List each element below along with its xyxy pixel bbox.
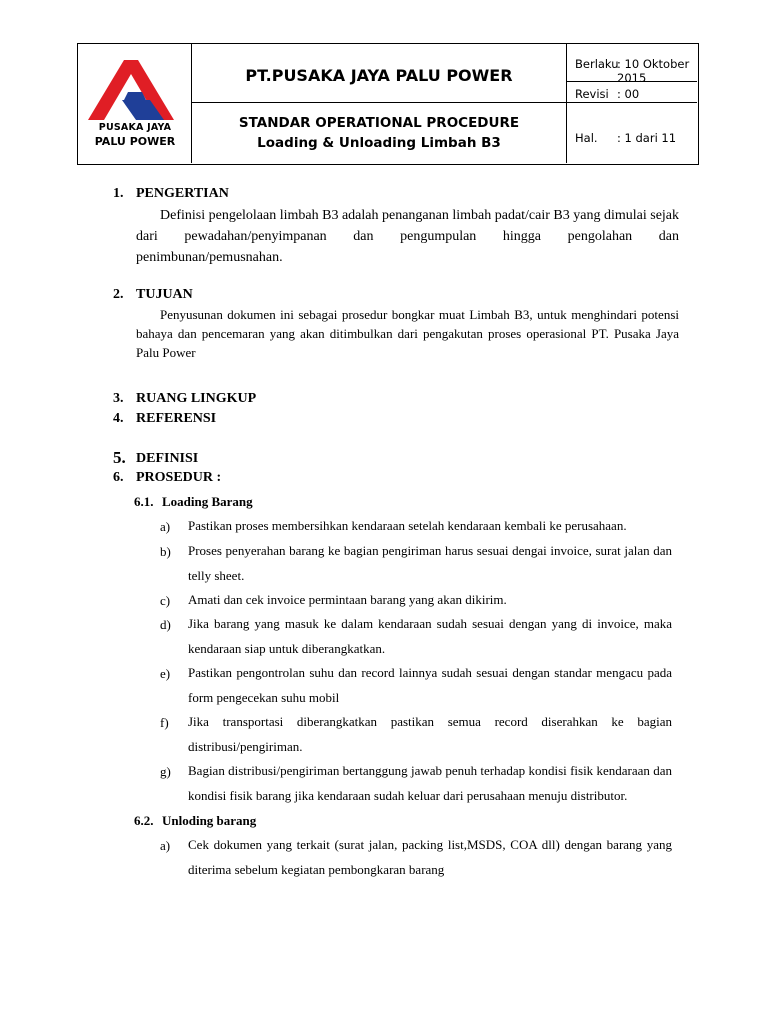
- logo-text-line1: PUSAKA JAYA: [98, 122, 172, 133]
- section-text-pengertian: Definisi pengelolaan limbah B3 adalah penanganan limbah padat/cair B3 yang dimulai sejak dari pewadahan/penyimpanan dan pengumpulan hingga pengolahan dan penimbunan/pemusnahan.: [136, 208, 680, 265]
- logo-text-line2: PALU POWER: [94, 135, 176, 148]
- list-item-label: f): [160, 715, 169, 730]
- berlaku-label: Berlaku: [575, 57, 619, 71]
- list-item: Jika transportasi diberangkatkan pastikan semua record diserahkan ke bagian distribusi/pengiriman.: [188, 714, 672, 754]
- list-item-label: a): [160, 838, 171, 853]
- section-number: 6.: [113, 470, 124, 485]
- hal-label: Hal.: [575, 131, 598, 145]
- meta-cell: [567, 44, 697, 163]
- list-item-label: a): [160, 519, 171, 534]
- company-name-cell: [192, 44, 566, 103]
- subsection-number: 6.2.: [134, 813, 154, 828]
- meta-row-berlaku: [567, 44, 697, 85]
- sop-title-cell: [192, 103, 566, 163]
- list-item-label: g): [160, 764, 171, 779]
- document-header-table: [77, 43, 699, 165]
- list-item: Jika barang yang masuk ke dalam kendaraan sudah sesuai dengan yang di invoice, maka kendaraan siap untuk diberangkatkan.: [188, 616, 672, 656]
- list-item: Cek dokumen yang terkait (surat jalan, packing list,MSDS, COA dll) dengan barang yang diterima sebelum kegiatan pembongkaran barang: [188, 837, 672, 877]
- section-number: 2.: [113, 287, 124, 302]
- list-item: Proses penyerahan barang ke bagian pengiriman harus sesuai dengai invoice, surat jalan dan telly sheet.: [188, 543, 672, 583]
- section-title-referensi: REFERENSI: [136, 411, 217, 426]
- list-item: Pastikan pengontrolan suhu dan record lainnya sudah sesuai dengan standar mengacu pada form pengecekan suhu mobil: [188, 665, 672, 705]
- section-title-prosedur: PROSEDUR :: [136, 470, 222, 485]
- sop-title: STANDAR OPERATIONAL PROCEDURE: [238, 115, 520, 131]
- section-number: 1.: [113, 186, 124, 201]
- list-item-label: c): [160, 593, 171, 608]
- hal-value: : 1 dari 11: [617, 131, 677, 145]
- meta-row-revisi: [567, 82, 697, 103]
- section-text-tujuan: Penyusunan dokumen ini sebagai prosedur bongkar muat Limbah B3, untuk menghindari potensi bahaya dan pencemaran yang akan ditimbulkan dari pengakutan proses operasional PT. Pusaka Jaya Palu Power: [136, 307, 679, 360]
- subsection-number: 6.1.: [134, 494, 154, 509]
- list-item-label: d): [160, 617, 171, 632]
- revisi-value: : 00: [617, 87, 640, 101]
- berlaku-value: : 10 Oktober 2015: [617, 57, 690, 85]
- list-item-label: e): [160, 666, 171, 681]
- subsection-title-unloading: Unloding barang: [162, 813, 257, 828]
- section-title-ruang-lingkup: RUANG LINGKUP: [136, 391, 257, 406]
- list-item-label: b): [160, 544, 171, 559]
- company-logo: [88, 58, 182, 150]
- title-cell: [192, 44, 567, 163]
- section-number: 4.: [113, 411, 124, 426]
- section-title-definisi: DEFINISI: [136, 451, 199, 466]
- logo-triangle-icon: [88, 58, 182, 124]
- revisi-label: Revisi: [575, 87, 609, 101]
- section-number: 5.: [113, 448, 126, 467]
- section-title-pengertian: PENGERTIAN: [136, 186, 229, 201]
- section-number: 3.: [113, 391, 124, 406]
- company-name: PT.PUSAKA JAYA PALU POWER: [245, 65, 513, 85]
- subsection-title-loading: Loading Barang: [162, 494, 253, 509]
- list-item: Bagian distribusi/pengiriman bertanggung jawab penuh terhadap kondisi fisik kendaraan dan kondisi fisik barang jika kendaraan sudah keluar dari perusahaan menuju distributor.: [188, 763, 672, 803]
- sop-subtitle: Loading & Unloading Limbah B3: [257, 135, 501, 151]
- list-item: Amati dan cek invoice permintaan barang yang akan dikirim.: [188, 592, 507, 607]
- meta-row-hal: [567, 103, 697, 163]
- list-item: Pastikan proses membersihkan kendaraan setelah kendaraan kembali ke perusahaan.: [188, 518, 627, 533]
- logo-cell: [78, 44, 192, 163]
- section-title-tujuan: TUJUAN: [136, 287, 193, 302]
